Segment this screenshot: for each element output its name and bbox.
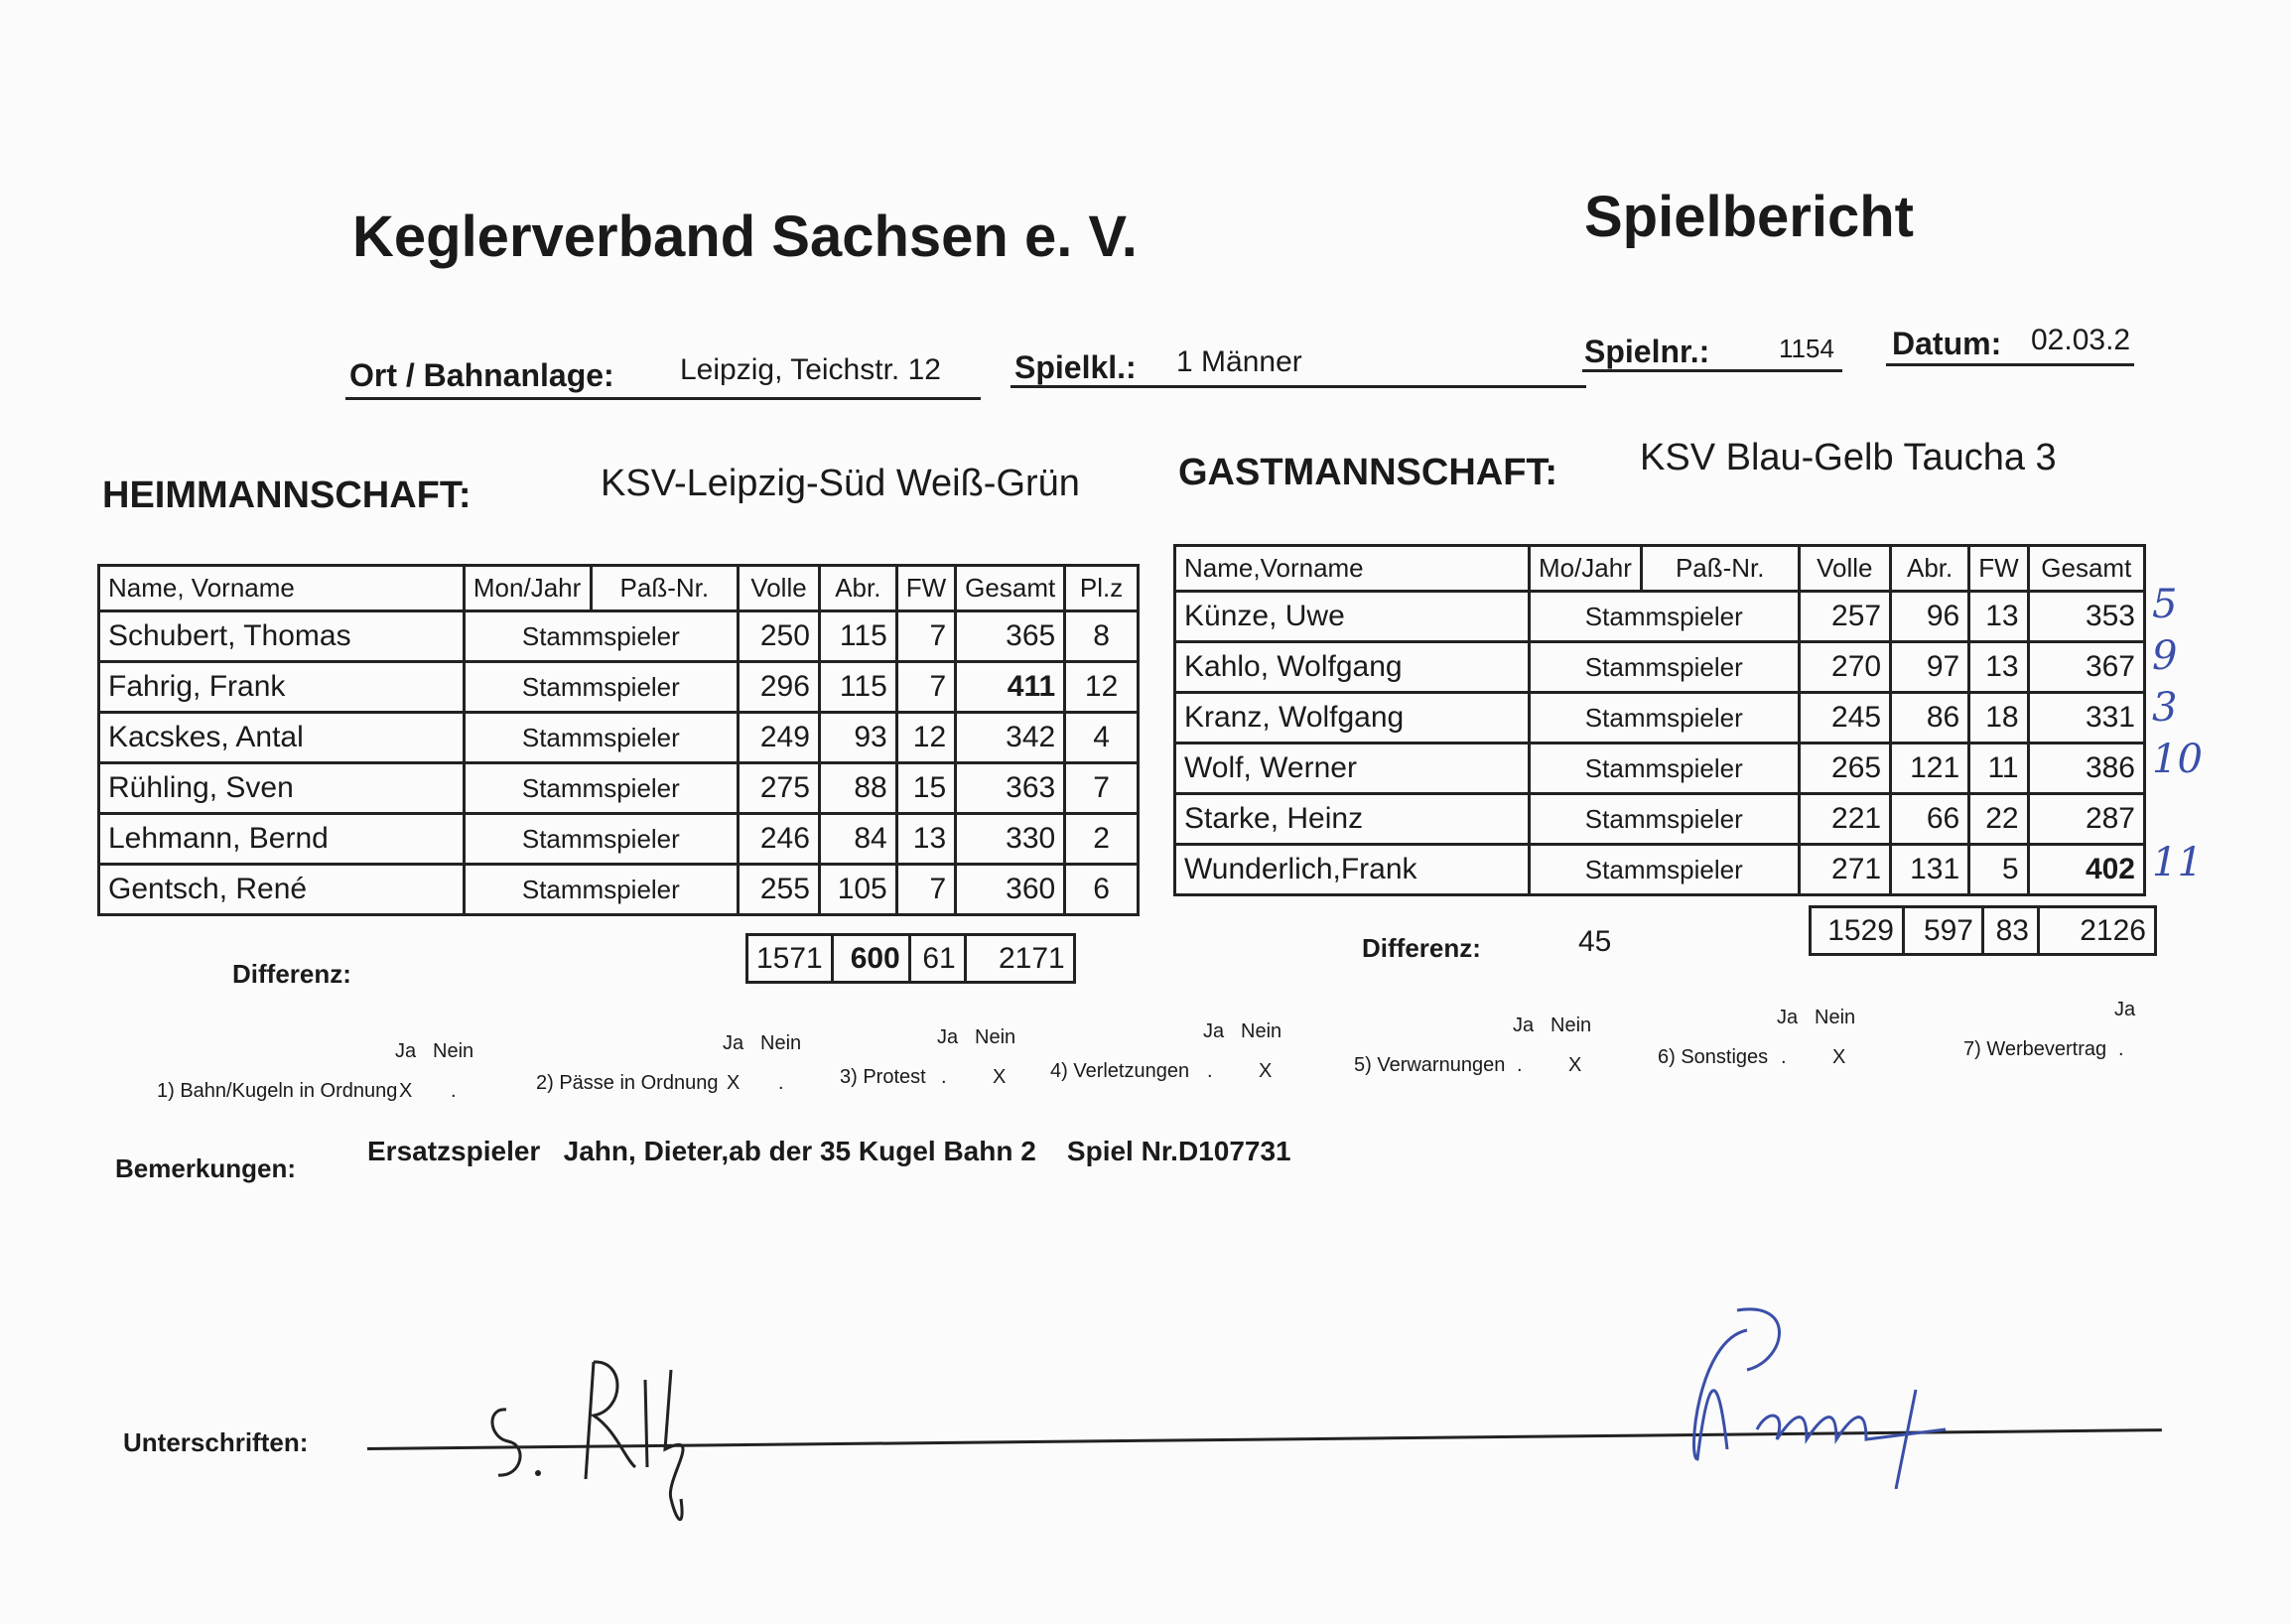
table-row	[99, 662, 1139, 713]
col-name-header: Name, Vorname	[99, 566, 465, 611]
player-gesamt: 342	[956, 713, 1065, 763]
player-abr: 84	[819, 814, 896, 865]
gameno-underline	[1582, 369, 1842, 372]
table-row	[1175, 744, 2145, 794]
player-abr: 115	[819, 611, 896, 662]
player-name: Lehmann, Bernd	[99, 814, 465, 865]
gameno-value: 1154	[1779, 334, 1834, 363]
check-item-label: 5) Verwarnungen	[1354, 1054, 1506, 1076]
player-fw: 13	[896, 814, 955, 865]
nein-header: Nein	[1550, 1015, 1592, 1036]
home-header-row	[99, 566, 1139, 611]
player-name: Starke, Heinz	[1175, 794, 1530, 845]
player-name: Künze, Uwe	[1175, 592, 1530, 642]
guest-total-gesamt: 2126	[2039, 907, 2156, 955]
guest-team-heading: GASTMANNSCHAFT:	[1178, 452, 1558, 493]
table-row	[1175, 794, 2145, 845]
class-underline	[1011, 385, 1586, 388]
player-gesamt: 411	[956, 662, 1065, 713]
player-abr: 105	[819, 865, 896, 915]
table-row	[1175, 693, 2145, 744]
player-volle: 271	[1799, 845, 1891, 895]
nein-header: Nein	[1241, 1020, 1282, 1042]
player-name: Schubert, Thomas	[99, 611, 465, 662]
guest-header-row	[1175, 546, 2145, 592]
player-gesamt: 330	[956, 814, 1065, 865]
player-fw: 5	[1969, 845, 2028, 895]
player-volle: 246	[739, 814, 820, 865]
guest-totals	[1809, 905, 2157, 956]
player-volle: 270	[1799, 642, 1891, 693]
ja-mark: .	[941, 1066, 947, 1088]
table-row	[99, 814, 1139, 865]
handwritten-rank: 10	[2152, 737, 2203, 782]
player-abr: 88	[819, 763, 896, 814]
col-fw-header: FW	[896, 566, 955, 611]
guest-total-volle: 1529	[1811, 907, 1904, 955]
player-name: Kahlo, Wolfgang	[1175, 642, 1530, 693]
player-fw: 13	[1969, 642, 2028, 693]
player-volle: 275	[739, 763, 820, 814]
home-signature	[476, 1350, 754, 1539]
player-name: Wolf, Werner	[1175, 744, 1530, 794]
check-item-label: 3) Protest	[840, 1066, 926, 1088]
nein-header: Nein	[975, 1026, 1016, 1048]
player-name: Kacskes, Antal	[99, 713, 465, 763]
date-value: 02.03.2	[2031, 324, 2131, 356]
col-plz-header: Pl.z	[1065, 566, 1139, 611]
guest-total-fw: 83	[1983, 907, 2039, 955]
player-status: Stammspieler	[1529, 744, 1799, 794]
guest-team-name: KSV Blau-Gelb Taucha 3	[1640, 437, 2057, 478]
ja-header: Ja	[1203, 1020, 1225, 1042]
col-gesamt-header: Gesamt	[956, 566, 1065, 611]
ja-header: Ja	[395, 1040, 417, 1062]
organization-title: Keglerverband Sachsen e. V.	[352, 204, 1138, 269]
nein-mark: .	[451, 1080, 457, 1102]
venue-label: Ort / Bahnanlage:	[349, 357, 614, 393]
player-abr: 96	[1891, 592, 1969, 642]
guest-diff-value: 45	[1578, 925, 1612, 958]
player-rank: 4	[1065, 713, 1139, 763]
date-label: Datum:	[1892, 326, 2002, 361]
ja-mark: X	[727, 1072, 741, 1094]
player-name: Fahrig, Frank	[99, 662, 465, 713]
nein-mark: X	[1832, 1046, 1846, 1068]
player-rank: 7	[1065, 763, 1139, 814]
player-fw: 7	[896, 611, 955, 662]
player-status: Stammspieler	[464, 713, 738, 763]
ja-mark: .	[1517, 1054, 1523, 1076]
player-gesamt: 331	[2028, 693, 2144, 744]
player-fw: 7	[896, 865, 955, 915]
venue-underline	[345, 397, 981, 400]
col-abr-header: Abr.	[819, 566, 896, 611]
table-row	[99, 713, 1139, 763]
nein-mark: .	[778, 1072, 784, 1094]
ja-header: Ja	[1777, 1007, 1799, 1028]
table-row	[1175, 642, 2145, 693]
col-volle-header: Volle	[739, 566, 820, 611]
check-item-label: 1) Bahn/Kugeln in Ordnung	[157, 1080, 398, 1102]
col-mojahr-header: Mo/Jahr	[1529, 546, 1641, 592]
class-label: Spielkl.:	[1014, 349, 1137, 385]
col-passnr-header: Paß-Nr.	[591, 566, 739, 611]
player-status: Stammspieler	[464, 865, 738, 915]
player-gesamt: 365	[956, 611, 1065, 662]
ja-mark: .	[1781, 1046, 1787, 1068]
nein-header: Nein	[760, 1032, 802, 1054]
home-total-abr: 600	[832, 935, 909, 983]
player-abr: 131	[1891, 845, 1969, 895]
guest-diff-label: Differenz:	[1362, 933, 1481, 963]
ja-mark: X	[399, 1080, 413, 1102]
home-totals	[745, 933, 1076, 984]
check-item-label: 6) Sonstiges	[1658, 1046, 1769, 1068]
player-fw: 11	[1969, 744, 2028, 794]
col-gesamt-header: Gesamt	[2028, 546, 2144, 592]
player-abr: 86	[1891, 693, 1969, 744]
player-abr: 115	[819, 662, 896, 713]
player-gesamt: 367	[2028, 642, 2144, 693]
player-name: Kranz, Wolfgang	[1175, 693, 1530, 744]
player-volle: 245	[1799, 693, 1891, 744]
player-fw: 13	[1969, 592, 2028, 642]
ja-header: Ja	[1513, 1015, 1535, 1036]
home-total-fw: 61	[909, 935, 965, 983]
guest-players-table	[1173, 544, 2146, 896]
player-abr: 121	[1891, 744, 1969, 794]
player-gesamt: 360	[956, 865, 1065, 915]
player-volle: 255	[739, 865, 820, 915]
nein-mark: X	[1259, 1060, 1273, 1082]
home-players-table	[97, 564, 1140, 916]
player-status: Stammspieler	[464, 662, 738, 713]
col-name-header: Name,Vorname	[1175, 546, 1530, 592]
col-fw-header: FW	[1969, 546, 2028, 592]
player-abr: 93	[819, 713, 896, 763]
player-name: Rühling, Sven	[99, 763, 465, 814]
player-status: Stammspieler	[1529, 845, 1799, 895]
handwritten-rank: 5	[2152, 582, 2178, 627]
handwritten-rank: 3	[2152, 685, 2178, 731]
home-total-volle: 1571	[747, 935, 833, 983]
venue-value: Leipzig, Teichstr. 12	[680, 353, 941, 386]
table-row	[1175, 845, 2145, 895]
player-status: Stammspieler	[1529, 642, 1799, 693]
nein-mark: X	[993, 1066, 1007, 1088]
col-abr-header: Abr.	[1891, 546, 1969, 592]
ja-mark: .	[1207, 1060, 1213, 1082]
table-row	[99, 611, 1139, 662]
ja-header: Ja	[723, 1032, 744, 1054]
col-passnr-header: Paß-Nr.	[1641, 546, 1799, 592]
class-value: 1 Männer	[1176, 345, 1302, 378]
player-rank: 8	[1065, 611, 1139, 662]
ja-header: Ja	[937, 1026, 959, 1048]
col-monjahr-header: Mon/Jahr	[464, 566, 591, 611]
guest-signature	[1678, 1300, 1975, 1489]
nein-header: Nein	[433, 1040, 474, 1062]
signatures-label: Unterschriften:	[123, 1427, 309, 1457]
table-row	[1175, 592, 2145, 642]
player-fw: 18	[1969, 693, 2028, 744]
player-name: Gentsch, René	[99, 865, 465, 915]
player-fw: 12	[896, 713, 955, 763]
col-volle-header: Volle	[1799, 546, 1891, 592]
player-volle: 249	[739, 713, 820, 763]
player-gesamt: 402	[2028, 845, 2144, 895]
player-abr: 97	[1891, 642, 1969, 693]
date-underline	[1886, 363, 2134, 366]
guest-total-abr: 597	[1904, 907, 1983, 955]
nein-header: Nein	[1815, 1007, 1856, 1028]
gameno-label: Spielnr.:	[1584, 334, 1710, 369]
player-abr: 66	[1891, 794, 1969, 845]
table-row	[99, 865, 1139, 915]
check-item-label: 4) Verletzungen	[1050, 1060, 1190, 1082]
player-status: Stammspieler	[464, 814, 738, 865]
remarks-label: Bemerkungen:	[115, 1153, 297, 1183]
player-fw: 7	[896, 662, 955, 713]
player-gesamt: 386	[2028, 744, 2144, 794]
player-gesamt: 287	[2028, 794, 2144, 845]
handwritten-rank: 11	[2152, 840, 2203, 885]
player-status: Stammspieler	[1529, 592, 1799, 642]
handwritten-rank: 9	[2152, 633, 2178, 679]
player-status: Stammspieler	[1529, 693, 1799, 744]
player-name: Wunderlich,Frank	[1175, 845, 1530, 895]
ja-header: Ja	[2114, 999, 2136, 1020]
player-volle: 296	[739, 662, 820, 713]
player-status: Stammspieler	[464, 611, 738, 662]
home-team-heading: HEIMMANNSCHAFT:	[102, 474, 472, 516]
check-item-label: 7) Werbevertrag	[1963, 1038, 2107, 1060]
home-diff-label: Differenz:	[232, 959, 351, 989]
player-volle: 265	[1799, 744, 1891, 794]
ja-mark: .	[2118, 1038, 2124, 1060]
player-status: Stammspieler	[464, 763, 738, 814]
check-item-label: 2) Pässe in Ordnung	[536, 1072, 719, 1094]
player-status: Stammspieler	[1529, 794, 1799, 845]
player-volle: 221	[1799, 794, 1891, 845]
player-fw: 22	[1969, 794, 2028, 845]
player-rank: 2	[1065, 814, 1139, 865]
document-title: Spielbericht	[1584, 185, 1914, 249]
player-rank: 12	[1065, 662, 1139, 713]
table-row	[99, 763, 1139, 814]
player-volle: 250	[739, 611, 820, 662]
home-team-name: KSV-Leipzig-Süd Weiß-Grün	[601, 463, 1080, 504]
home-total-gesamt: 2171	[965, 935, 1074, 983]
nein-mark: X	[1568, 1054, 1582, 1076]
player-gesamt: 353	[2028, 592, 2144, 642]
player-rank: 6	[1065, 865, 1139, 915]
remarks-text: Ersatzspieler Jahn, Dieter,ab der 35 Kugel Bahn 2 Spiel Nr.D107731	[367, 1136, 1291, 1166]
player-gesamt: 363	[956, 763, 1065, 814]
player-fw: 15	[896, 763, 955, 814]
player-volle: 257	[1799, 592, 1891, 642]
